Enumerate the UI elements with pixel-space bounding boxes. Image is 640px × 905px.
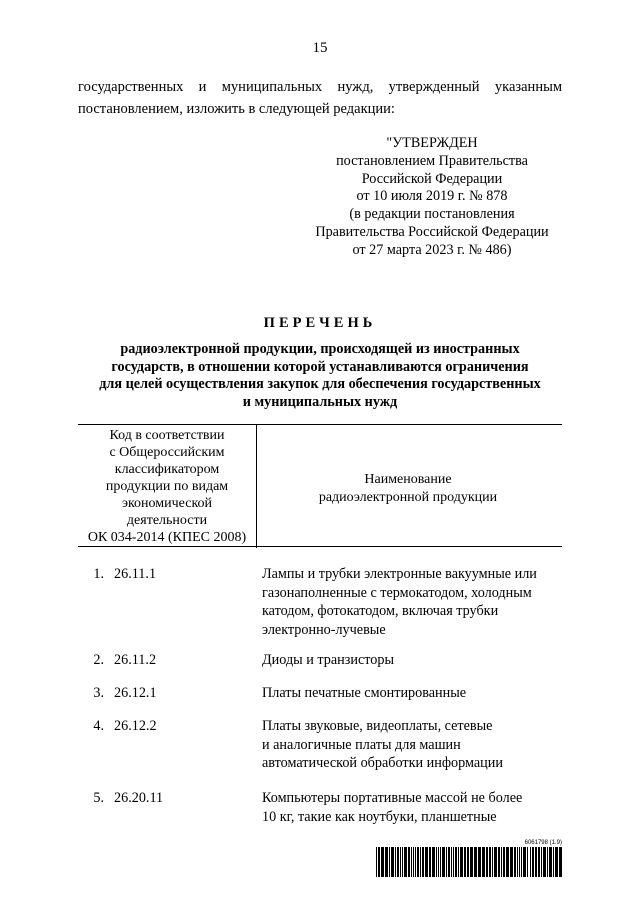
row-name [262,717,562,773]
row-name-line: Диоды и транзисторы [262,652,394,668]
intro-line-2: постановлением, изложить в следующей редакции: [78,101,395,117]
barcode-icon [376,847,562,877]
row-number: 1. [93,566,104,582]
document-subtitle [78,341,562,411]
row-name [262,684,562,703]
row-code: 26.11.1 [114,566,157,582]
header-code-column [78,425,257,548]
approval-line: Правительства Российской Федерации [315,223,549,240]
row-name-line: Компьютеры портативные массой не более [262,790,523,806]
approval-stamp-block [300,135,564,260]
header-name-line: радиоэлектронной продукции [318,490,498,505]
approval-line: от 10 июля 2019 г. № 878 [356,188,508,205]
page-number: 15 [312,40,328,56]
table-header [78,424,562,547]
row-code: 26.12.2 [114,718,157,734]
row-number: 3. [93,685,104,701]
row-name-line: Платы звуковые, видеоплаты, сетевые [262,718,493,734]
header-name-line: Наименование [364,472,452,487]
approval-line: Российской Федерации [361,170,503,187]
row-name [262,789,562,826]
approval-line: (в редакции постановления [349,206,515,223]
barcode-block [376,840,562,877]
row-name-line: электронно-лучевые [262,621,386,638]
approval-line: постановлением Правительства [336,152,528,169]
row-code: 26.20.11 [114,790,164,806]
subtitle-line: для целей осуществления закупок для обеспечения государственных [99,376,541,392]
row-name-line: и аналогичные платы для машин [262,736,461,753]
approval-line: от 27 марта 2023 г. № 486) [352,241,512,258]
row-name-line: автоматической обработки информации [262,755,503,771]
row-name [262,651,562,670]
row-name-line: Платы печатные смонтированные [262,685,467,701]
header-code-line: ОК 034-2014 (КПЕС 2008) [87,530,247,545]
header-code-line: экономической [121,496,213,511]
header-code-line: Код в соответствии [109,428,225,443]
row-name-line: 10 кг, такие как ноутбуки, планшетные [262,808,497,825]
header-code-line: с Общероссийским [109,445,225,460]
header-code-line: классификатором [114,462,220,477]
subtitle-line: радиоэлектронной продукции, происходящей из иностранных [120,341,520,357]
header-code-line: продукции по видам [105,479,229,494]
row-name-line: катодом, фотокатодом, включая трубки [262,603,499,619]
row-number: 4. [93,718,104,734]
row-name-line: газонаполненные с термокатодом, холодным [262,584,532,601]
row-name-line: Лампы и трубки электронные вакуумные или [262,566,537,582]
document-title: ПЕРЕЧЕНЬ [263,315,377,331]
intro-line-1: государственных и муниципальных нужд, утвержденный указанным [78,79,562,95]
subtitle-line: государств, в отношении которой устанавливаются ограничения [111,358,529,375]
header-code-line: деятельности [126,513,208,528]
barcode-label: 6061798 (1.9) [524,840,562,846]
row-name [262,565,562,639]
row-number: 5. [93,790,104,806]
row-number: 2. [93,652,104,668]
approval-line: "УТВЕРЖДЕН [386,135,478,151]
row-code: 26.11.2 [114,652,157,668]
subtitle-line: и муниципальных нужд [242,393,398,410]
header-name-column [258,471,558,507]
row-code: 26.12.1 [114,685,157,701]
intro-paragraph [78,76,562,120]
